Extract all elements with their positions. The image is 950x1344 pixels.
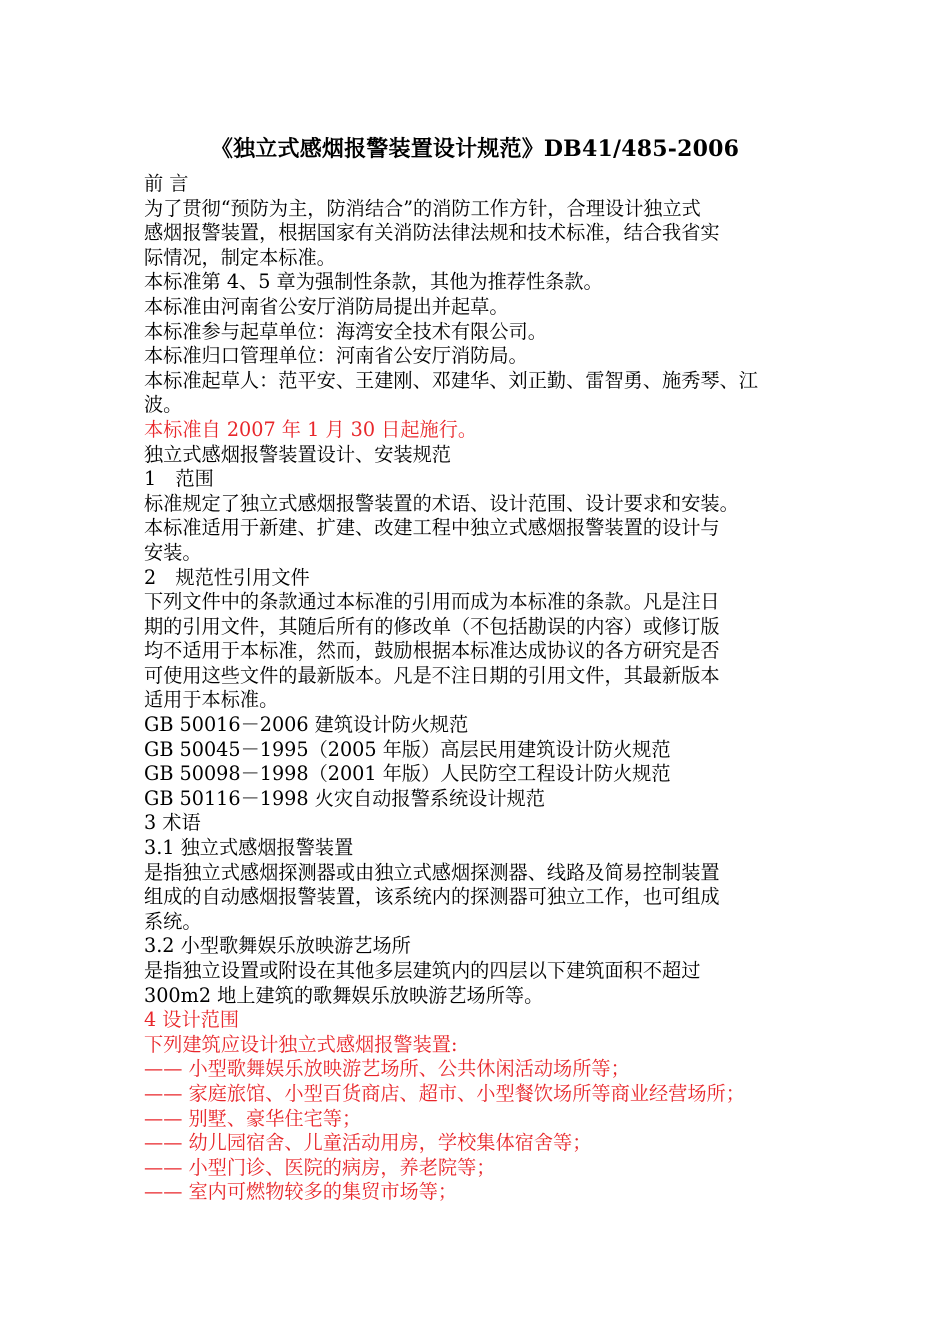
text-line: 前 言	[144, 172, 189, 195]
text-line: 可使用这些文件的最新版本。凡是不注日期的引用文件，其最新版本	[144, 663, 720, 687]
text-line: —— 小型歌舞娱乐放映游艺场所、公共休闲活动场所等；	[144, 1057, 630, 1081]
text-line: 期的引用文件，其随后所有的修改单（不包括勘误的内容）或修订版	[144, 614, 720, 638]
text-line: GB 50045－1995（2005 年版）高层民用建筑设计防火规范	[144, 737, 671, 761]
text-line: GB 50098－1998（2001 年版）人民防空工程设计防火规范	[144, 762, 671, 786]
text-line: —— 小型门诊、医院的病房，养老院等；	[144, 1155, 496, 1179]
text-line: 1 范围	[144, 467, 214, 491]
text-line: —— 家庭旅馆、小型百货商店、超市、小型餐饮场所等商业经营场所；	[144, 1081, 745, 1105]
document-title: 《独立式感烟报警装置设计规范》DB41/485-2006	[210, 136, 740, 162]
text-line: 是指独立设置或附设在其他多层建筑内的四层以下建筑面积不超过	[144, 959, 701, 982]
text-line: 300m2 地上建筑的歌舞娱乐放映游艺场所等。	[144, 983, 544, 1007]
text-line: 2 规范性引用文件	[144, 565, 310, 589]
text-line: 本标准由河南省公安厅消防局提出并起草。	[144, 294, 509, 318]
text-line: 标准规定了独立式感烟报警装置的术语、设计范围、设计要求和安装。	[144, 491, 739, 515]
text-line: 适用于本标准。	[144, 688, 279, 712]
text-line: GB 50016－2006 建筑设计防火规范	[144, 713, 469, 737]
text-line: 安装。	[144, 540, 202, 564]
text-line: 3.2 小型歌舞娱乐放映游艺场所	[144, 934, 411, 958]
text-line: 均不适用于本标准，然而，鼓励根据本标准达成协议的各方研究是否	[144, 639, 720, 663]
text-line: 4 设计范围	[144, 1008, 240, 1032]
text-line: 系统。	[144, 909, 202, 933]
text-line: 本标准自 2007 年 1 月 30 日起施行。	[144, 417, 478, 441]
text-line: 本标准参与起草单位：海湾安全技术有限公司。	[144, 319, 547, 343]
text-line: —— 室内可燃物较多的集贸市场等；	[144, 1180, 458, 1204]
text-line: 本标准归口管理单位：河南省公安厅消防局。	[144, 344, 528, 368]
text-line: 3 术语	[144, 811, 201, 835]
text-line: 本标准起草人：范平安、王建刚、邓建华、刘正勤、雷智勇、施秀琴、江	[144, 368, 758, 392]
text-line: 波。	[144, 393, 183, 417]
text-line: —— 别墅、豪华住宅等；	[144, 1106, 362, 1130]
document-body	[144, 172, 814, 1205]
text-line: 下列建筑应设计独立式感烟报警装置:	[144, 1032, 458, 1056]
text-line: 为了贯彻“预防为主，防消结合”的消防工作方针，合理设计独立式	[144, 196, 701, 220]
text-line: 3.1 独立式感烟报警装置	[144, 836, 354, 860]
text-line: 本标准第 4、5 章为强制性条款，其他为推荐性条款。	[144, 270, 603, 294]
text-line: 际情况，制定本标准。	[144, 245, 336, 269]
text-line: 本标准适用于新建、扩建、改建工程中独立式感烟报警装置的设计与	[144, 516, 720, 540]
text-line: 组成的自动感烟报警装置，该系统内的探测器可独立工作，也可组成	[144, 885, 720, 909]
text-line: 感烟报警装置，根据国家有关消防法律法规和技术标准，结合我省实	[144, 221, 720, 245]
text-line: 是指独立式感烟探测器或由独立式感烟探测器、线路及简易控制装置	[144, 860, 720, 884]
text-line: 独立式感烟报警装置设计、安装规范	[144, 442, 451, 466]
text-line: —— 幼儿园宿舍、儿童活动用房，学校集体宿舍等；	[144, 1131, 592, 1155]
text-line: 下列文件中的条款通过本标准的引用而成为本标准的条款。凡是注日	[144, 590, 720, 614]
text-line: GB 50116－1998 火灾自动报警系统设计规范	[144, 786, 545, 810]
